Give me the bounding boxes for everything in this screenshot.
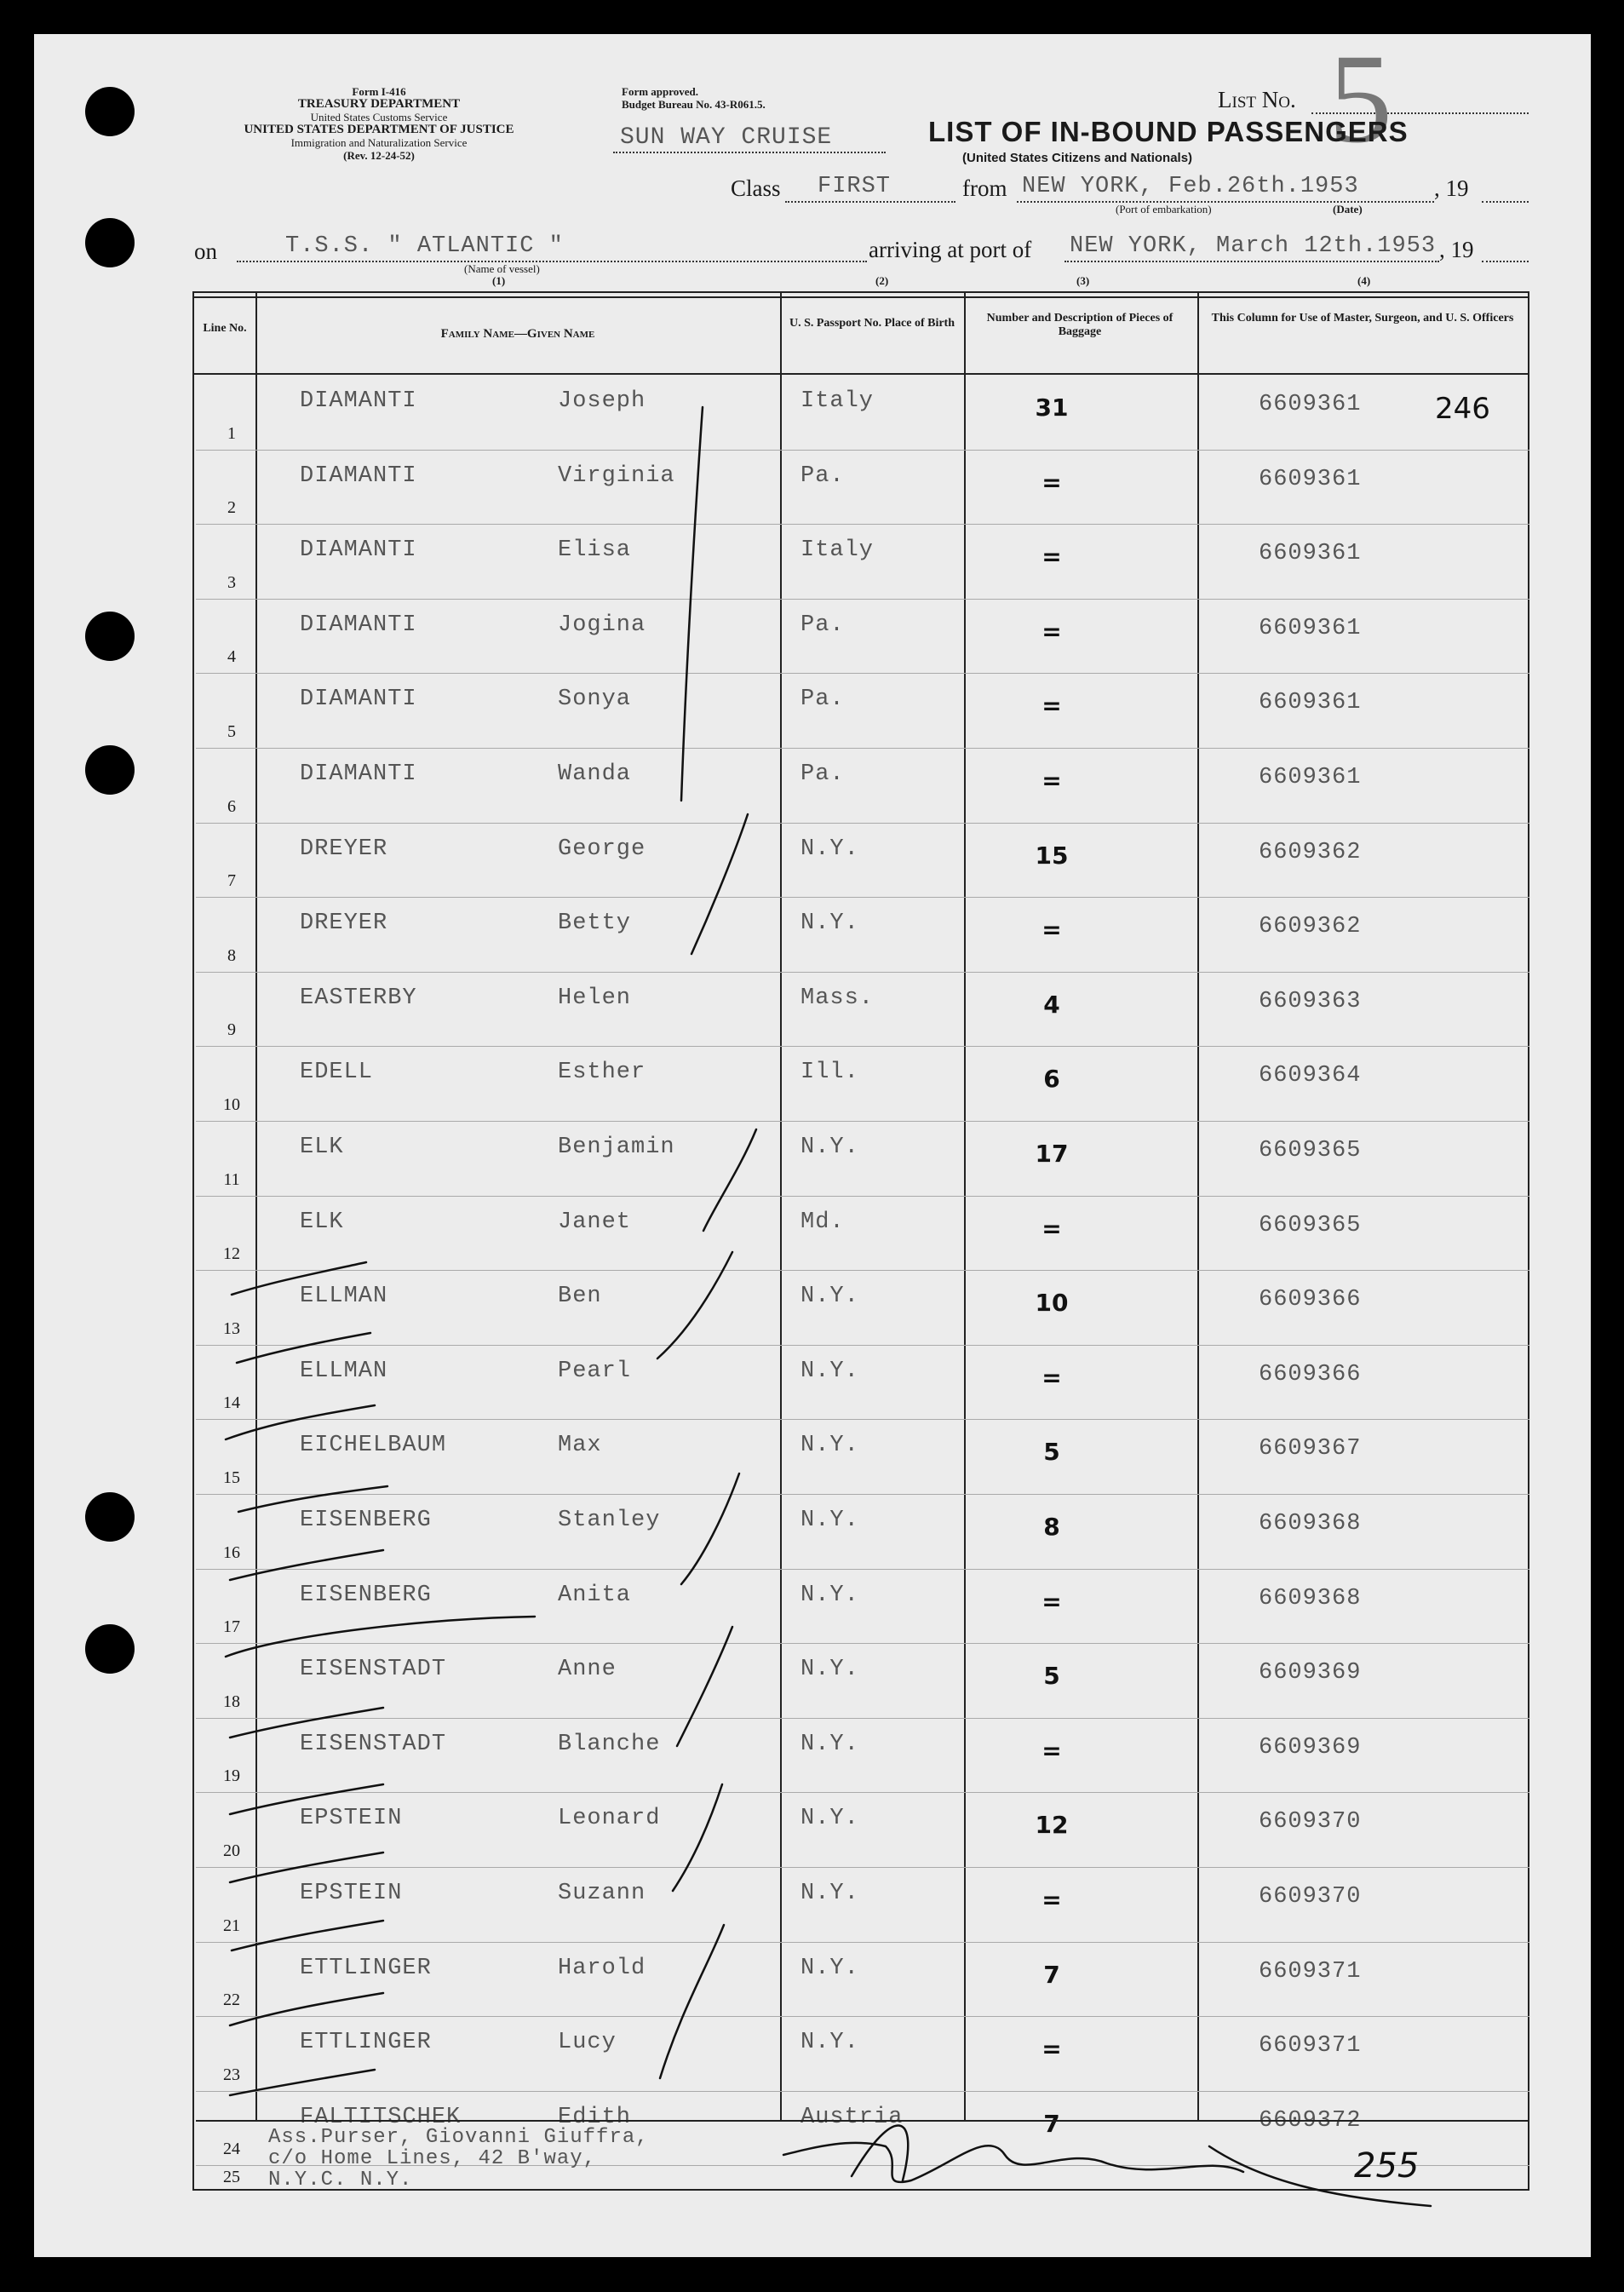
baggage-count: 10 [1035, 1289, 1069, 1318]
given-name: George [558, 836, 646, 862]
officer-number: 6609371 [1259, 2033, 1362, 2059]
line-number: 6 [227, 796, 236, 816]
officer-number: 6609362 [1259, 914, 1362, 940]
place-of-birth: N.Y. [801, 1582, 859, 1608]
given-name: Suzann [558, 1881, 646, 1906]
check-stroke [677, 1627, 732, 1746]
family-name: ELK [300, 1135, 344, 1160]
place-of-birth: N.Y. [801, 836, 859, 862]
handwritten-count: 246 [1435, 392, 1490, 426]
officer-number: 6609361 [1259, 392, 1362, 417]
baggage-count: 5 [1043, 1438, 1060, 1467]
family-name: DREYER [300, 910, 388, 937]
line-number: 14 [223, 1393, 240, 1413]
officer-number: 6609371 [1259, 1958, 1362, 1985]
given-name: Esther [558, 1060, 646, 1086]
line-number: 23 [223, 2065, 240, 2084]
place-of-birth: N.Y. [801, 1433, 859, 1459]
officer-number: 6609361 [1259, 765, 1362, 790]
tick-mark [238, 1486, 387, 1512]
line-number: 15 [223, 1468, 240, 1487]
place-of-birth: N.Y. [801, 1731, 859, 1757]
ins-service: Immigration and Naturalization Service [290, 136, 468, 149]
baggage-count: = [1042, 916, 1062, 945]
given-name: Jogina [558, 612, 646, 638]
check-stroke [703, 1129, 756, 1231]
tick-mark [230, 1853, 383, 1882]
line-number: 5 [227, 722, 236, 741]
place-of-birth: Ill. [801, 1060, 859, 1086]
baggage-count: = [1042, 468, 1062, 497]
revision: (Rev. 12-24-52) [343, 149, 415, 162]
family-name: ETTLINGER [300, 1955, 432, 1981]
baggage-count: = [1042, 543, 1062, 572]
given-name: Harold [558, 1955, 646, 1981]
tick-mark [232, 1921, 383, 1950]
place-of-birth: Italy [801, 388, 875, 414]
officer-number: 6609361 [1259, 541, 1362, 567]
baggage-count: = [1042, 692, 1062, 721]
check-stroke [657, 1252, 732, 1359]
customs-service: United States Customs Service [310, 111, 448, 124]
check-stroke [660, 1925, 724, 2078]
tick-mark [226, 1405, 375, 1439]
family-name: DIAMANTI [300, 388, 417, 414]
family-name: ELK [300, 1209, 344, 1235]
line-number: 18 [223, 1692, 240, 1711]
tick-mark [230, 1708, 383, 1738]
officer-number: 6609369 [1259, 1660, 1362, 1686]
given-name: Pearl [558, 1358, 632, 1384]
from-value: NEW YORK, Feb.26th.1953 [1022, 174, 1359, 199]
justice-department: UNITED STATES DEPARTMENT OF JUSTICE [244, 123, 514, 136]
officer-number: 6609366 [1259, 1287, 1362, 1313]
line-number: 7 [227, 871, 236, 891]
place-of-birth: Pa. [801, 612, 845, 638]
purser-line-3: N.Y.C. N.Y. [268, 2168, 413, 2191]
check-stroke [681, 1473, 739, 1584]
given-name: Blanche [558, 1731, 661, 1757]
class-label: Class [731, 175, 781, 201]
tick-mark [226, 1617, 535, 1657]
check-stroke [681, 407, 703, 801]
treasury-department: TREASURY DEPARTMENT [297, 97, 461, 111]
line-number: 17 [223, 1617, 240, 1637]
form-number: Form I-416 [352, 85, 406, 98]
vessel-label: (Name of vessel) [464, 262, 540, 275]
port-embarkation-label: (Port of embarkation) [1116, 203, 1212, 215]
arriving-year: , 19 [1439, 237, 1474, 262]
on-label: on [194, 238, 217, 264]
baggage-count: 6 [1043, 1065, 1060, 1094]
column-header-passport: U. S. Passport No. Place of Birth [789, 317, 955, 330]
family-name: DIAMANTI [300, 537, 417, 564]
budget-bureau: Budget Bureau No. 43-R061.5. [622, 98, 766, 111]
place-of-birth: N.Y. [801, 1284, 859, 1310]
line-number: 11 [223, 1169, 240, 1189]
place-of-birth: N.Y. [801, 910, 859, 937]
place-of-birth: Md. [801, 1209, 845, 1235]
baggage-count: = [1042, 1736, 1062, 1765]
baggage-count: 31 [1035, 393, 1069, 422]
officer-number: 6609365 [1259, 1138, 1362, 1163]
line-number: 19 [223, 1766, 240, 1786]
officer-number: 6609361 [1259, 690, 1362, 716]
family-name: EDELL [300, 1060, 374, 1086]
col4-label: (4) [1357, 274, 1371, 287]
family-name: EISENSTADT [300, 1657, 447, 1683]
tick-mark [230, 2070, 375, 2095]
check-stroke [691, 814, 748, 954]
given-name: Ben [558, 1284, 602, 1310]
place-of-birth: Mass. [801, 985, 875, 1011]
tick-mark [230, 1784, 383, 1814]
officer-number: 6609368 [1259, 1511, 1362, 1537]
line-number: 13 [223, 1318, 240, 1338]
column-header-name: Family Name—Given Name [440, 327, 595, 341]
officer-number: 6609364 [1259, 1063, 1362, 1089]
officer-number: 6609370 [1259, 1884, 1362, 1910]
family-name: DIAMANTI [300, 761, 417, 787]
given-name: Virginia [558, 462, 675, 489]
given-name: Stanley [558, 1508, 661, 1533]
family-name: FALTITSCHEK [300, 2104, 462, 2130]
tick-mark [230, 1550, 383, 1580]
baggage-count: 4 [1043, 990, 1060, 1019]
line-number: 3 [227, 572, 236, 592]
family-name: ELLMAN [300, 1284, 388, 1310]
signature [852, 2125, 908, 2180]
list-no-value: 5 [1328, 28, 1392, 169]
baggage-count: 8 [1043, 1513, 1060, 1541]
column-header-officers: This Column for Use of Master, Surgeon, and U. S. Officers [1211, 312, 1514, 325]
baggage-count: 15 [1035, 841, 1069, 870]
family-name: DIAMANTI [300, 686, 417, 713]
tick-mark [237, 1333, 370, 1363]
check-stroke [673, 1784, 722, 1891]
col3-label: (3) [1076, 274, 1090, 287]
family-name: EISENBERG [300, 1508, 432, 1533]
baggage-count: = [1042, 1363, 1062, 1392]
given-name: Wanda [558, 761, 632, 787]
column-header-line-no: Line No. [203, 322, 247, 335]
line-number: 8 [227, 945, 236, 965]
given-name: Edith [558, 2104, 632, 2130]
officer-number: 6609362 [1259, 839, 1362, 865]
place-of-birth: Austria [801, 2104, 904, 2130]
family-name: ELLMAN [300, 1358, 388, 1384]
given-name: Janet [558, 1209, 632, 1235]
family-name: EICHELBAUM [300, 1433, 447, 1459]
line-number: 2 [227, 498, 236, 518]
place-of-birth: N.Y. [801, 1657, 859, 1683]
place-of-birth: Pa. [801, 462, 845, 489]
given-name: Sonya [558, 686, 632, 713]
tick-mark [232, 1262, 366, 1295]
place-of-birth: Italy [801, 537, 875, 564]
given-name: Max [558, 1433, 602, 1459]
from-year: , 19 [1434, 175, 1469, 201]
family-name: EISENBERG [300, 1582, 432, 1608]
family-name: EPSTEIN [300, 1881, 403, 1906]
date-label: (Date) [1333, 203, 1363, 215]
place-of-birth: N.Y. [801, 1358, 859, 1384]
purser-line-2: c/o Home Lines, 42 B'way, [268, 2147, 597, 2170]
family-name: EASTERBY [300, 985, 417, 1011]
signature [1209, 2146, 1431, 2206]
vessel-name: T.S.S. " ATLANTIC " [285, 233, 564, 259]
family-name: DREYER [300, 836, 388, 862]
baggage-count: = [1042, 1214, 1062, 1243]
baggage-count: 7 [1043, 1960, 1060, 1989]
list-title: LIST OF IN-BOUND PASSENGERS [928, 116, 1409, 147]
tick-mark [230, 1993, 383, 2025]
from-label: from [962, 175, 1007, 201]
place-of-birth: N.Y. [801, 1135, 859, 1160]
line-number: 22 [223, 1990, 240, 2010]
column-header-baggage: Number and Description of Pieces of Baggage [986, 312, 1174, 338]
list-subtitle: (United States Citizens and Nationals) [962, 151, 1193, 165]
place-of-birth: Pa. [801, 686, 845, 713]
place-of-birth: N.Y. [801, 1881, 859, 1906]
officer-number: 6609367 [1259, 1436, 1362, 1462]
line-number: 24 [223, 2140, 240, 2159]
family-name: EISENSTADT [300, 1731, 447, 1757]
family-name: ETTLINGER [300, 2030, 432, 2056]
line-number: 21 [223, 1916, 240, 1935]
baggage-count: = [1042, 2035, 1062, 2064]
officer-number: 6609369 [1259, 1734, 1362, 1761]
purser-line-1: Ass.Purser, Giovanni Giuffra, [268, 2126, 649, 2149]
cruise-name: SUN WAY CRUISE [620, 124, 833, 151]
place-of-birth: N.Y. [801, 1955, 859, 1981]
baggage-count: 17 [1035, 1140, 1069, 1168]
arriving-label: arriving at port of [869, 237, 1032, 262]
officer-number: 6609372 [1259, 2107, 1362, 2134]
line-number: 10 [223, 1095, 240, 1114]
line-number: 16 [223, 1542, 240, 1562]
approval-text: Form approved. [622, 85, 699, 98]
baggage-count: 12 [1035, 1811, 1069, 1840]
handwritten-number: 255 [1354, 2146, 1420, 2186]
officer-number: 6609366 [1259, 1361, 1362, 1387]
family-name: DIAMANTI [300, 612, 417, 638]
col2-label: (2) [875, 274, 889, 287]
officer-number: 6609361 [1259, 615, 1362, 641]
given-name: Leonard [558, 1806, 661, 1832]
baggage-count: = [1042, 767, 1062, 795]
baggage-count: = [1042, 1886, 1062, 1914]
vessel-col-no: (1) [492, 274, 506, 287]
place-of-birth: N.Y. [801, 1508, 859, 1533]
given-name: Betty [558, 910, 632, 937]
baggage-count: 5 [1043, 1662, 1060, 1691]
line-number: 9 [227, 1020, 236, 1040]
place-of-birth: N.Y. [801, 2030, 859, 2056]
officer-number: 6609368 [1259, 1585, 1362, 1611]
given-name: Anne [558, 1657, 617, 1683]
line-number: 4 [227, 647, 236, 667]
family-name: EPSTEIN [300, 1806, 403, 1832]
line-number: 20 [223, 1841, 240, 1860]
class-value: FIRST [818, 174, 892, 199]
officer-number: 6609363 [1259, 988, 1362, 1014]
line-number: 25 [223, 2168, 240, 2186]
family-name: DIAMANTI [300, 462, 417, 489]
line-number: 12 [223, 1244, 240, 1264]
given-name: Anita [558, 1582, 632, 1608]
baggage-count: 7 [1043, 2109, 1060, 2138]
given-name: Lucy [558, 2030, 617, 2056]
given-name: Elisa [558, 537, 632, 564]
list-no-label: List No. [1218, 87, 1296, 112]
given-name: Joseph [558, 388, 646, 414]
arriving-value: NEW YORK, March 12th.1953 [1070, 233, 1437, 259]
officer-number: 6609361 [1259, 466, 1362, 492]
given-name: Helen [558, 985, 632, 1011]
officer-number: 6609365 [1259, 1212, 1362, 1238]
officer-number: 6609370 [1259, 1809, 1362, 1835]
given-name: Benjamin [558, 1135, 675, 1160]
baggage-count: = [1042, 1587, 1062, 1616]
baggage-count: = [1042, 617, 1062, 646]
line-number: 1 [227, 423, 236, 443]
place-of-birth: N.Y. [801, 1806, 859, 1832]
place-of-birth: Pa. [801, 761, 845, 787]
